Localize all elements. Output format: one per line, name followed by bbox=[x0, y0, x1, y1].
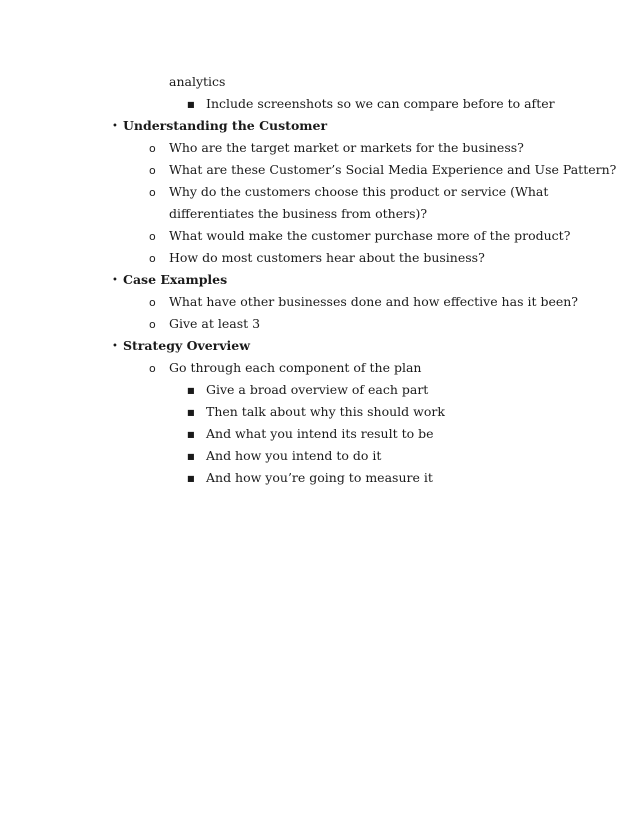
sub-list-item: Give a broad overview of each part bbox=[206, 382, 429, 397]
circle-bullet-icon: o bbox=[149, 142, 156, 155]
circle-bullet-icon: o bbox=[149, 362, 156, 375]
circle-bullet-icon: o bbox=[149, 186, 156, 199]
continuation-sub-item: Include screenshots so we can compare before to after bbox=[206, 96, 555, 111]
list-item: Go through each component of the plan bbox=[169, 360, 422, 375]
list-item: How do most customers hear about the business? bbox=[169, 250, 485, 265]
section-heading-strategy: Strategy Overview bbox=[123, 338, 250, 353]
square-bullet-icon: ■ bbox=[187, 100, 195, 109]
section-heading-customer: Understanding the Customer bbox=[123, 118, 328, 133]
circle-bullet-icon: o bbox=[149, 318, 156, 331]
circle-bullet-icon: o bbox=[149, 296, 156, 309]
square-bullet-icon: ■ bbox=[187, 430, 195, 439]
sub-list-item: And what you intend its result to be bbox=[206, 426, 434, 441]
list-item: What have other businesses done and how effective has it been? bbox=[169, 294, 578, 309]
square-bullet-icon: ■ bbox=[187, 452, 195, 461]
square-bullet-icon: ■ bbox=[187, 408, 195, 417]
circle-bullet-icon: o bbox=[149, 230, 156, 243]
list-item: Why do the customers choose this product or service (What bbox=[169, 184, 549, 199]
list-item: Give at least 3 bbox=[169, 316, 261, 331]
square-bullet-icon: ■ bbox=[187, 474, 195, 483]
list-item: What are these Customer’s Social Media Experience and Use Pattern? bbox=[169, 162, 617, 177]
dot-bullet-icon: • bbox=[112, 341, 118, 352]
sub-list-item: And how you’re going to measure it bbox=[206, 470, 433, 485]
continuation-text: analytics bbox=[169, 74, 226, 89]
section-heading-cases: Case Examples bbox=[123, 272, 228, 287]
square-bullet-icon: ■ bbox=[187, 386, 195, 395]
sub-list-item: And how you intend to do it bbox=[206, 448, 382, 463]
dot-bullet-icon: • bbox=[112, 121, 118, 132]
sub-list-item: Then talk about why this should work bbox=[206, 404, 445, 419]
dot-bullet-icon: • bbox=[112, 275, 118, 286]
list-item: Who are the target market or markets for the business? bbox=[169, 140, 524, 155]
list-item: What would make the customer purchase more of the product? bbox=[169, 228, 571, 243]
list-item-continued: differentiates the business from others)? bbox=[169, 206, 428, 221]
circle-bullet-icon: o bbox=[149, 164, 156, 177]
circle-bullet-icon: o bbox=[149, 252, 156, 265]
